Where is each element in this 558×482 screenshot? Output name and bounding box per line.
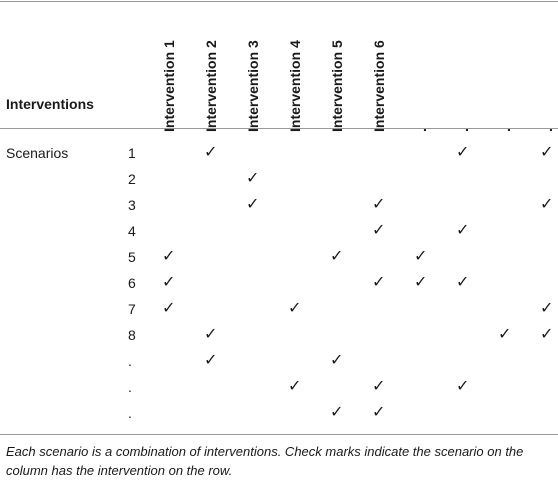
scenario-row-label: .	[128, 405, 132, 421]
column-header-10	[540, 112, 558, 132]
check-mark-icon: ✓	[162, 246, 176, 265]
column-header-label: .	[497, 128, 513, 132]
column-header-9	[498, 112, 518, 132]
scenario-row-label: 7	[128, 301, 136, 317]
column-header-label: Intervention 5	[329, 40, 345, 132]
scenario-row-label: .	[128, 379, 132, 395]
scenario-row-label: 8	[128, 327, 136, 343]
interventions-header: Interventions	[6, 96, 94, 112]
column-header-2	[203, 40, 224, 132]
check-mark-icon: ✓	[372, 220, 386, 239]
column-header-6	[371, 40, 392, 132]
check-mark-icon: ✓	[204, 350, 218, 369]
check-mark-icon: ✓	[246, 194, 260, 213]
check-mark-icon: ✓	[456, 272, 470, 291]
check-mark-icon: ✓	[372, 194, 386, 213]
scenario-row-label: 3	[128, 197, 136, 213]
check-mark-icon: ✓	[330, 402, 344, 421]
check-mark-icon: ✓	[414, 272, 428, 291]
column-header-8	[456, 112, 476, 132]
column-header-label: Intervention 6	[371, 40, 387, 132]
check-mark-icon: ✓	[498, 324, 512, 343]
column-header-1	[161, 40, 182, 132]
column-header-label: Intervention 2	[203, 40, 219, 132]
check-mark-icon: ✓	[330, 246, 344, 265]
check-mark-icon: ✓	[540, 298, 554, 317]
column-header-label: .	[539, 128, 555, 132]
scenarios-label: Scenarios	[6, 145, 69, 161]
check-mark-icon: ✓	[288, 376, 302, 395]
scenario-row-label: .	[128, 353, 132, 369]
scenario-row-label: 6	[128, 275, 136, 291]
check-mark-icon: ✓	[414, 246, 428, 265]
column-header-7	[414, 112, 434, 132]
check-mark-icon: ✓	[372, 272, 386, 291]
scenario-row-label: 1	[128, 145, 136, 161]
check-mark-icon: ✓	[246, 168, 260, 187]
column-header-3	[245, 40, 266, 132]
column-header-label: .	[455, 128, 471, 132]
scenario-row-label: 4	[128, 223, 136, 239]
column-header-label: Intervention 1	[161, 40, 177, 132]
check-mark-icon: ✓	[204, 324, 218, 343]
check-mark-icon: ✓	[162, 272, 176, 291]
check-mark-icon: ✓	[372, 402, 386, 421]
check-mark-icon: ✓	[540, 194, 554, 213]
scenario-row-label: 2	[128, 171, 136, 187]
check-mark-icon: ✓	[162, 298, 176, 317]
check-mark-icon: ✓	[372, 376, 386, 395]
check-mark-icon: ✓	[330, 350, 344, 369]
column-header-label: .	[413, 128, 429, 132]
table-top-rule	[0, 1, 558, 2]
check-mark-icon: ✓	[456, 142, 470, 161]
scenario-row-label: 5	[128, 249, 136, 265]
table-footnote: Each scenario is a combination of interventions. Check marks indicate the scenario on the column has the intervention on the row.	[6, 444, 524, 478]
check-mark-icon: ✓	[540, 142, 554, 161]
column-header-5	[329, 40, 350, 132]
column-header-label: Intervention 3	[245, 40, 261, 132]
check-mark-icon: ✓	[288, 298, 302, 317]
check-mark-icon: ✓	[204, 142, 218, 161]
column-header-label: Intervention 4	[287, 40, 303, 132]
check-mark-icon: ✓	[540, 324, 554, 343]
check-mark-icon: ✓	[456, 220, 470, 239]
check-mark-icon: ✓	[456, 376, 470, 395]
column-header-4	[287, 40, 308, 132]
table-bottom-rule	[0, 434, 558, 435]
